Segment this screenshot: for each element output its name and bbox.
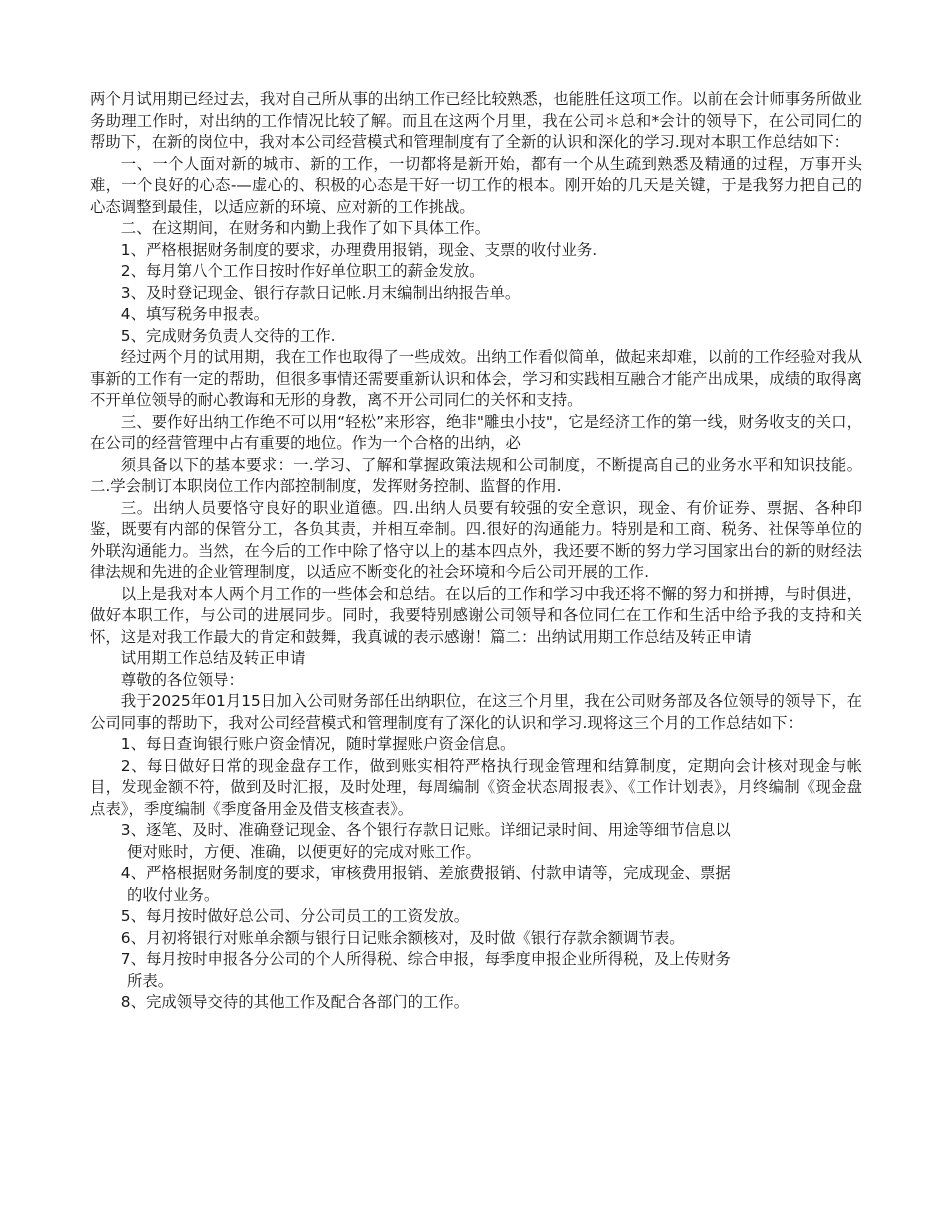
list-item: 8、完成领导交待的其他工作及配合各部门的工作。 bbox=[120, 993, 470, 1011]
list-item: 1、严格根据财务制度的要求，办理费用报销，现金、支票的收付业务. bbox=[120, 240, 598, 259]
paragraph-ethics: 三。出纳人员要恪守良好的职业道德。四.出纳人员要有较强的安全意识，现金、有价证券、票据、各种印鉴，既要有内部的保管分工，各负其责，并相互牵制。四.很好的沟通能力。特别是和工商、税务、社保等单位的外联沟通能力。当然，在今后的工作中除了恪守以上的基本四点外，我还要不断的努力学习国家出台的新的财经法律法规和先进的企业管理制度，以适应不断变化的社会环境和今后公司开展的工作. bbox=[90, 498, 862, 581]
paragraph-intro: 两个月试用期已经过去，我对自己所从事的出纳工作已经比较熟悉，也能胜任这项工作。以前在会计师事务所做业务助理工作时，对出纳的工作情况比较了解。而且在这两个月里，我在公司＊总和*会计的领导下，在公司同仁的帮助下，在新的岗位中，我对本公司经营模式和管理制度有了全新的认识和深化的学习.现对本职工作总结如下： bbox=[90, 90, 862, 151]
paragraph-section-2: 二、在这期间，在财务和内勤上我作了如下具体工作。 bbox=[120, 219, 491, 237]
document-body bbox=[90, 89, 862, 1014]
salutation: 尊敬的各位领导： bbox=[120, 670, 244, 689]
list-item: 2、每月第八个工作日按时作好单位职工的薪金发放。 bbox=[120, 262, 485, 280]
list-item: 3、及时登记现金、银行存款日记帐.月末编制出纳报告单。 bbox=[120, 283, 521, 302]
list-item-continuation: 的收付业务。 bbox=[126, 885, 220, 904]
list-item: 2、每日做好日常的现金盘存工作，做到账实相符严格执行现金管理和结算制度，定期向会计核对现金与帐目，发现金额不符，做到及时汇报，及时处理，每周编制《资金状态周报表》、《工作计划表》，月终编制《现金盘点表》，季度编制《季度备用金及借支核查表》。 bbox=[90, 756, 862, 818]
list-item: 1、每日查询银行账户资金情况，随时掌握账户资金信息。 bbox=[120, 735, 516, 753]
list-item: 4、严格根据财务制度的要求，审核费用报销、差旅费报销、付款申请等，完成现金、票据 bbox=[120, 864, 731, 882]
list-item: 5、完成财务负责人交待的工作. bbox=[120, 326, 336, 345]
list-item: 5、每月按时做好总公司、分公司员工的工资发放。 bbox=[120, 907, 470, 925]
paragraph-section-1: 一、一个人面对新的城市、新的工作，一切都将是新开始，都有一个从生疏到熟悉及精通的过程，万事开头难，一个良好的心态-—虚心的、积极的心态是干好一切工作的根本。刚开始的几天是关键，于是我努力把自己的心态调整到最佳，以适应新的环境、应对新的工作挑战。 bbox=[90, 154, 862, 216]
list-item-continuation: 便对账时，方便、准确，以便更好的完成对账工作。 bbox=[126, 842, 481, 861]
section-title: 试用期工作总结及转正申请 bbox=[120, 649, 306, 667]
list-item: 3、逐笔、及时、准确登记现金、各个银行存款日记账。详细记录时间、用途等细节信息以 bbox=[120, 821, 731, 839]
list-item-continuation: 所表。 bbox=[126, 971, 174, 990]
list-item: 7、每月按时申报各分公司的个人所得税、综合申报，每季度申报企业所得税，及上传财务 bbox=[120, 950, 731, 968]
paragraph-section-3: 三、要作好出纳工作绝不可以用“轻松”来形容，绝非"雕虫小技"，它是经济工作的第一线，财务收支的关口，在公司的经营管理中占有重要的地位。作为一个合格的出纳，必 bbox=[90, 412, 862, 452]
paragraph-join-date: 我于2025年01月15日加入公司财务部任出纳职位，在这三个月里，我在公司财务部及各位领导的领导下，在公司同事的帮助下，我对公司经营模式和管理制度有了深化的认识和学习.现将这三个月的工作总结如下： bbox=[90, 692, 862, 732]
paragraph-conclusion: 以上是我对本人两个月工作的一些体会和总结。在以后的工作和学习中我还将不懈的努力和拼搏，与时俱进，做好本职工作，与公司的进展同步。同时，我要特别感谢公司领导和各位同仁在工作和生活中给予我的支持和关怀，这是对我工作最大的肯定和鼓舞，我真诚的表示感谢！篇二：出纳试用期工作总结及转正申请 bbox=[90, 584, 862, 646]
list-item: 6、月初将银行对账单余额与银行日记账余额核对，及时做《银行存款余额调节表。 bbox=[120, 928, 685, 947]
list-item: 4、填写税务申报表。 bbox=[120, 305, 270, 323]
paragraph-results: 经过两个月的试用期，我在工作也取得了一些成效。出纳工作看似简单，做起来却难，以前的工作经验对我从事新的工作有一定的帮助，但很多事情还需要重新认识和体会，学习和实践相互融合才能产出成果，成绩的取得离不开单位领导的耐心教诲和无形的身教，离不开公司同仁的关怀和支持。 bbox=[90, 348, 862, 409]
paragraph-requirements: 须具备以下的基本要求：一.学习、了解和掌握政策法规和公司制度，不断提高自己的业务水平和知识技能。二.学会制订本职岗位工作内部控制制度，发挥财务控制、监督的作用. bbox=[90, 455, 862, 495]
